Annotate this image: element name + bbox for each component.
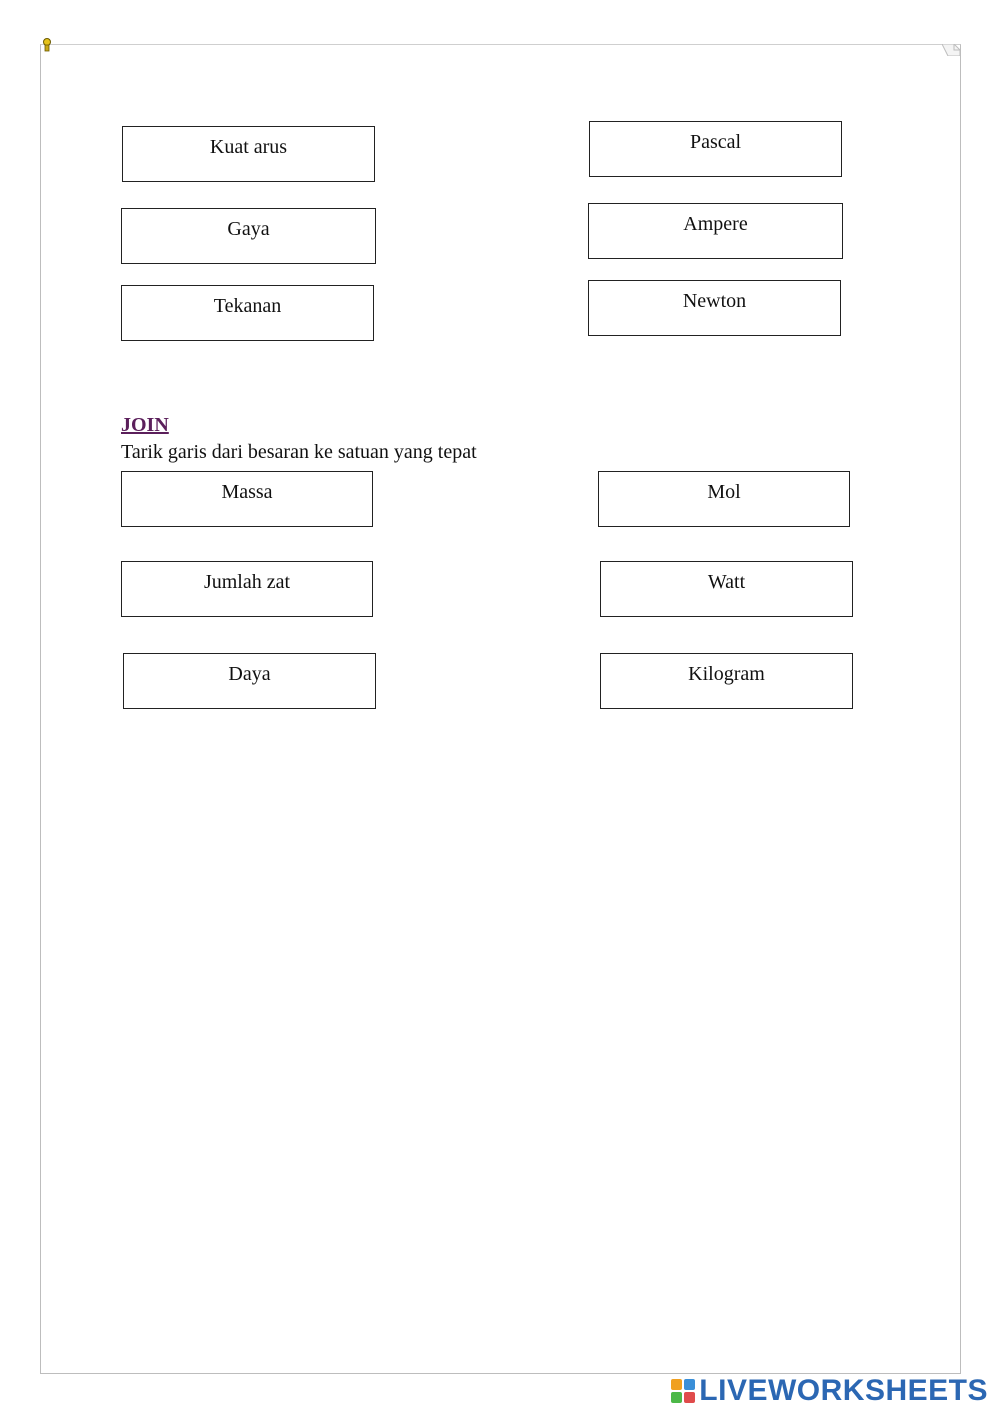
draggable-item-right-3[interactable]: Newton xyxy=(588,280,841,336)
join-heading: JOIN xyxy=(121,414,169,436)
draggable-item-right-2[interactable]: Ampere xyxy=(588,203,843,259)
join-item-left-2[interactable]: Jumlah zat xyxy=(121,561,373,617)
join-item-right-1[interactable]: Mol xyxy=(598,471,850,527)
draggable-item-left-1[interactable]: Kuat arus xyxy=(122,126,375,182)
join-item-left-1[interactable]: Massa xyxy=(121,471,373,527)
liveworksheets-logo-icon xyxy=(671,1379,695,1403)
join-instruction: Tarik garis dari besaran ke satuan yang tepat xyxy=(121,441,477,463)
join-item-right-2[interactable]: Watt xyxy=(600,561,853,617)
draggable-item-left-2[interactable]: Gaya xyxy=(121,208,376,264)
liveworksheets-logo xyxy=(671,1376,988,1406)
draggable-item-right-1[interactable]: Pascal xyxy=(589,121,842,177)
join-item-left-3[interactable]: Daya xyxy=(123,653,376,709)
draggable-item-left-3[interactable]: Tekanan xyxy=(121,285,374,341)
pin-icon xyxy=(42,38,52,52)
brand-name: LIVEWORKSHEETS xyxy=(699,1374,988,1407)
page-corner-fold-icon xyxy=(942,44,960,56)
join-item-right-3[interactable]: Kilogram xyxy=(600,653,853,709)
